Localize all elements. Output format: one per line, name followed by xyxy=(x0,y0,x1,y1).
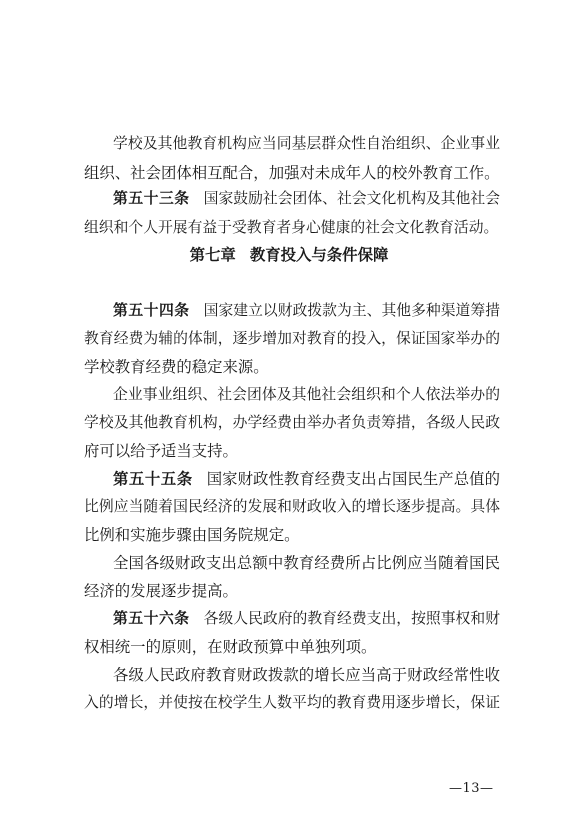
article-53-line xyxy=(113,189,500,209)
article-heading: 第五十五条 xyxy=(113,470,193,488)
paragraph-line: 比例应当随着国民经济的发展和财政收入的增长逐步提高。具体 xyxy=(84,498,500,515)
paragraph-line: 教育经费为辅的体制，逐步增加对教育的投入，保证国家举办的 xyxy=(84,330,500,347)
article-54-line xyxy=(113,301,500,321)
paragraph-line: 学校及其他教育机构，办学经费由举办者负责筹措，各级人民政 xyxy=(84,414,500,431)
chapter-number: 第七章 xyxy=(189,246,236,264)
article-text: 国家财政性教育经费支出占国民生产总值的 xyxy=(206,470,500,488)
paragraph-line: 府可以给予适当支持。 xyxy=(84,442,238,460)
paragraph-line: 比例和实施步骤由国务院规定。 xyxy=(84,526,300,544)
article-heading: 第五十三条 xyxy=(113,190,190,207)
paragraph-line: 权相统一的原则，在财政预算中单独列项。 xyxy=(84,638,377,656)
paragraph-line: 全国各级财政支出总额中教育经费所占比例应当随着国民 xyxy=(113,554,500,572)
article-55-line xyxy=(113,469,500,489)
chapter-heading xyxy=(0,245,578,265)
article-text: 国家鼓励社会团体、社会文化机构及其他社会 xyxy=(203,190,500,207)
page-number: —13— xyxy=(449,781,494,796)
paragraph-line: 入的增长，并使按在校学生人数平均的教育费用逐步增长，保证 xyxy=(84,694,500,711)
paragraph-line: 企业事业组织、社会团体及其他社会组织和个人依法举办的 xyxy=(113,386,500,403)
paragraph-line: 经济的发展逐步提高。 xyxy=(84,582,238,600)
paragraph-line: 学校教育经费的稳定来源。 xyxy=(84,358,269,376)
paragraph-line: 组织、社会团体相互配合，加强对未成年人的校外教育工作。 xyxy=(84,164,500,182)
paragraph-line: 学校及其他教育机构应当同基层群众性自治组织、企业事业 xyxy=(113,135,500,152)
paragraph-line: 各级人民政府教育财政拨款的增长应当高于财政经常性收 xyxy=(113,666,500,684)
chapter-title: 教育投入与条件保障 xyxy=(249,246,389,264)
paragraph-line: 组织和个人开展有益于受教育者身心健康的社会文化教育活动。 xyxy=(84,219,499,236)
article-text: 各级人民政府的教育经费支出，按照事权和财 xyxy=(203,610,500,627)
article-56-line xyxy=(113,609,500,629)
article-heading: 第五十六条 xyxy=(113,610,190,627)
article-heading: 第五十四条 xyxy=(113,302,190,319)
article-text: 国家建立以财政拨款为主、其他多种渠道筹措 xyxy=(203,302,500,319)
